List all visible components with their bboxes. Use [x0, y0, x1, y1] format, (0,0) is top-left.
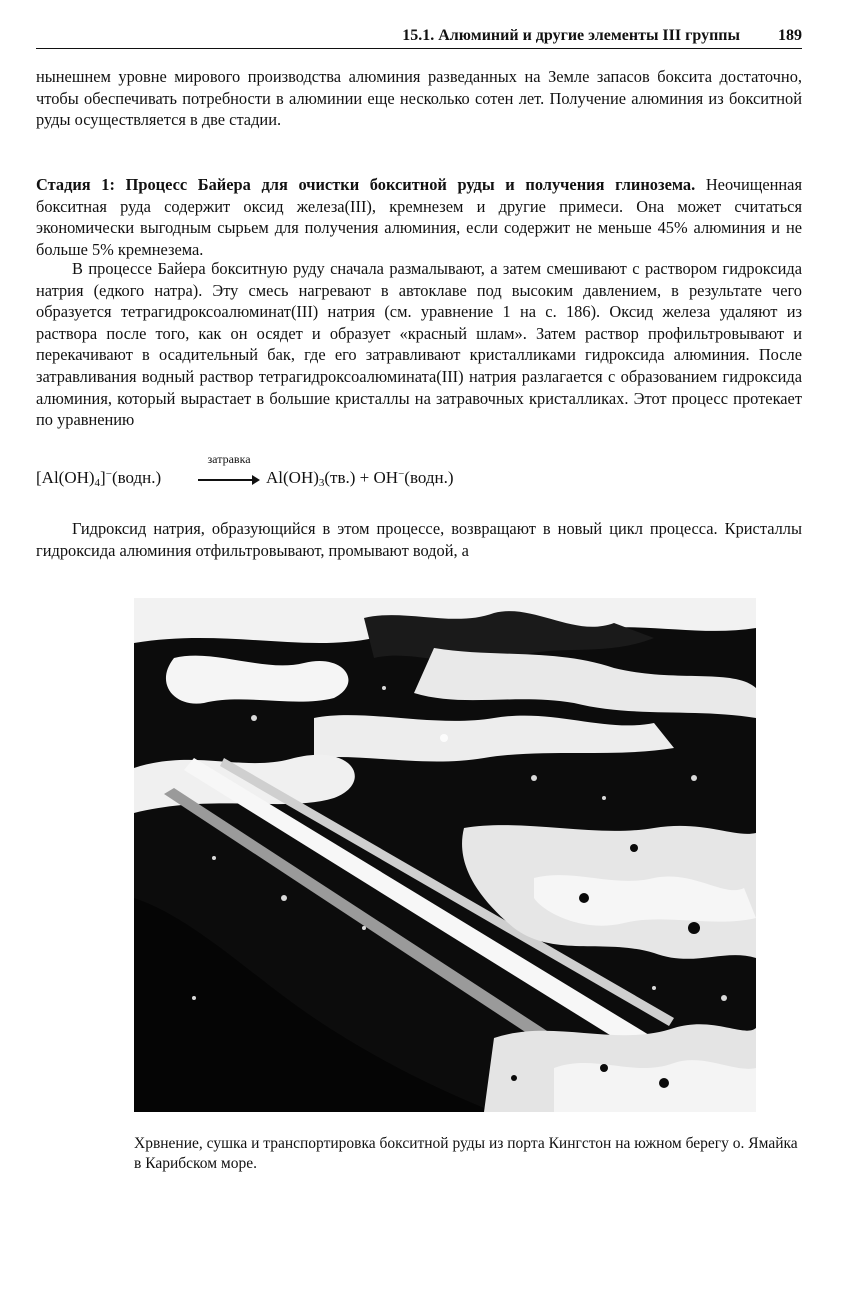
stage1-paragraph: [36, 174, 802, 260]
section-title: 15.1. Алюминий и другие элементы III группы: [402, 27, 740, 44]
arrow-head-icon: [252, 475, 260, 485]
equation-reactant: $[Al(OH)_4]^-(водн.)$: [36, 468, 162, 489]
port-photograph: [134, 598, 756, 1112]
figure-caption: Хрвнение, сушка и транспортировка бокситной руды из порта Кингстон на южном берегу о. Ямайка в Карибском море.: [134, 1135, 798, 1172]
intro-paragraph: нынешнем уровне мирового производства алюминия разведанных на Земле запасов боксита достаточно, чтобы обеспечивать потребности в алюминии еще несколько сотен лет. Получение алюминия из бокситной руды осуществляется в две стадии.: [36, 67, 802, 130]
equation-products: $Al(OH)_3(тв.)$ + OH−(водн.): [266, 468, 454, 489]
stage1-body: Неочищенная бокситная руда содержит оксид железа(III), кремнезем и другие примеси. Она может считаться экономически выгодным сырьем для получения алюминия, если содержит не меньше 45% алюминия и не больше 5% кремнезема.: [36, 175, 802, 259]
bayer-process-paragraph: В процессе Байера бокситную руду сначала размалывают, а затем смешивают с раствором гидроксида натрия (едкого натра). Эту смесь нагревают в автоклаве под высоким давлением, в результате чего образуется тетрагидроксоалюминат(III) натрия (см. уравнение 1 на с. 186). Оксид железа удаляют из раствора после того, как он осядет и образует «красный шлам». Затем раствор профильтровывают и перекачивают в осадительный бак, где его затравливают кристалликами гидроксида алюминия. После затравливания водный раствор тетрагидроксоалюмината(III) натрия разлагается с образованием гидроксида алюминия, который вырастает в большие кристаллы на затравочных кристалликах. Этот процесс протекает по уравнению: [36, 259, 802, 430]
chemical-equation: [36, 452, 636, 494]
arrow-shaft: [198, 479, 254, 481]
reaction-arrow: [194, 452, 264, 492]
page-number: 189: [778, 27, 802, 44]
stage1-heading: Стадия 1: Процесс Байера для очистки бокситной руды и получения глинозема.: [36, 175, 696, 194]
running-header: [36, 24, 802, 49]
after-equation-paragraph: Гидроксид натрия, образующийся в этом процессе, возвращают в новый цикл процесса. Кристаллы гидроксида алюминия отфильтровывают, промывают водой, а: [36, 519, 802, 560]
arrow-label: затравка: [207, 452, 251, 466]
